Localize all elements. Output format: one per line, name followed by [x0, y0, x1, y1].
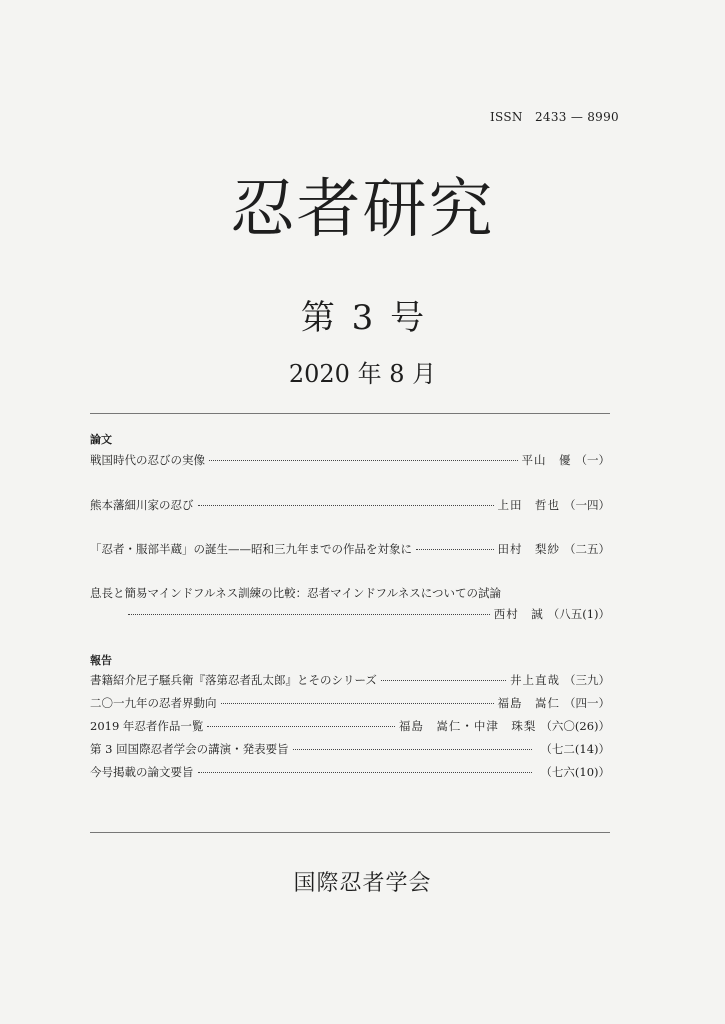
toc-entry-title: 息長と簡易マインドフルネス訓練の比較：忍者マインドフルネスについての試論	[90, 586, 502, 600]
toc-entry-page: （四一）	[564, 696, 610, 710]
toc-entry-page: （七六(10)）	[540, 765, 610, 779]
toc-entry-author: 田村 梨紗	[497, 542, 560, 556]
toc-entry	[90, 452, 610, 468]
toc-entry-page: （八五(1)）	[547, 607, 610, 621]
toc-entry-author: 上田 哲也	[497, 498, 560, 512]
toc-entry-author: 西村 誠	[493, 607, 544, 621]
toc-entry-title: 書籍紹介尼子騒兵衛『落第忍者乱太郎』とそのシリーズ	[90, 673, 377, 687]
leader-dots	[416, 549, 494, 550]
toc-entry-page: （二五）	[564, 542, 610, 556]
toc-entry-title: 「忍者・服部半蔵」の誕生——昭和三九年までの作品を対象に	[90, 542, 412, 556]
toc-entry-page: （三九）	[564, 673, 610, 687]
section-label-houkoku: 報告	[90, 654, 112, 667]
leader-dots	[207, 726, 394, 727]
toc-entry-page: （一四）	[564, 498, 610, 512]
toc-entry-page: （一）	[575, 453, 610, 467]
section-label-ronbun: 論文	[90, 433, 112, 446]
toc-entry-author: 福島 嵩仁	[497, 696, 560, 710]
toc-entry	[90, 718, 610, 734]
leader-dots	[198, 772, 533, 773]
toc-entry-title: 熊本藩細川家の忍び	[90, 498, 194, 512]
toc-entry	[90, 695, 610, 711]
toc-entry	[90, 497, 610, 513]
leader-dots	[293, 749, 533, 750]
toc-entry	[90, 541, 610, 557]
leader-dots	[128, 614, 490, 615]
toc-entry-title: 二〇一九年の忍者界動向	[90, 696, 217, 710]
toc-entry-page: （六〇(26)）	[540, 719, 610, 733]
leader-dots	[381, 680, 506, 681]
toc-entry	[90, 672, 610, 688]
toc-entry-title: 第 3 回国際忍者学会の講演・発表要旨	[90, 742, 289, 756]
leader-dots	[221, 703, 494, 704]
toc-entry-author: 井上直哉	[510, 673, 560, 687]
toc-entry	[124, 606, 610, 622]
toc-entry-page: （七二(14)）	[540, 742, 610, 756]
toc-entry-author: 福島 嵩仁・中津 珠梨	[398, 719, 537, 733]
toc-entry	[90, 764, 610, 780]
issue-date: 2020 年 8 月	[288, 360, 437, 388]
top-rule	[90, 413, 610, 414]
issue-number: 第 3 号	[300, 298, 425, 338]
toc-entry-title: 戦国時代の忍びの実像	[90, 453, 205, 467]
leader-dots	[198, 505, 494, 506]
toc-entry-author: 平山 優	[521, 453, 572, 467]
toc-entry	[90, 741, 610, 757]
publisher-name: 国際忍者学会	[293, 871, 432, 896]
issn-number: ISSN 2433 — 8990	[490, 110, 619, 124]
toc-entry-title: 2019 年忍者作品一覧	[90, 719, 204, 733]
leader-dots	[209, 460, 518, 461]
bottom-rule	[90, 832, 610, 833]
toc-entry-title: 今号掲載の論文要旨	[90, 765, 194, 779]
journal-title: 忍者研究	[230, 173, 495, 247]
